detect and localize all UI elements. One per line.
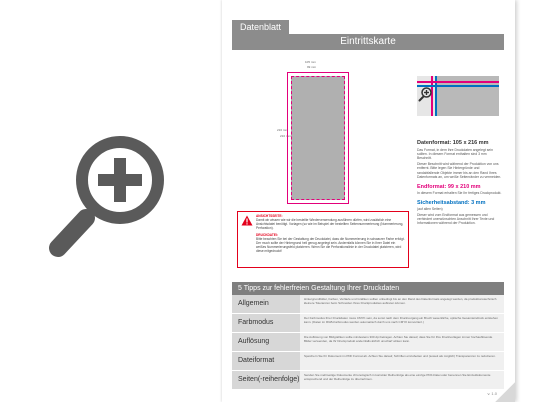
safety-margin-heading: Sicherheitsabstand: 3 mm xyxy=(417,199,486,206)
tip-text: Senden Sie mehrseitige Dokumente chronologisch in korrekter Reihenfolge als eine einzige PDF-Datei oder benennen Sie Einzeldokumente entsprechend und der Reihenfolge zu übernehmen. xyxy=(300,371,504,389)
final-format-frame xyxy=(291,76,345,200)
warning-text-1: Damit wir wissen wie wir die bestellte Wiederverwendung ausführen dürfen, wird zusätzlich eine Ansichtsdatei benötigt. Vorlagen (so wie im Beispiel der bestellten Seitennummerierung (Nummerierung, Perforation). xyxy=(256,218,404,231)
tip-label: Seiten(-reihenfolge) xyxy=(232,371,300,389)
tips-table xyxy=(232,295,504,390)
table-row xyxy=(232,314,504,333)
tip-text: Hintergrundbilder, Farben, Verläufe und Grafiken sollten unbedingt bis an den Rand des Datenformats angelegt werden, da produktionstechnisch kleinere Toleranzen beim Schneiden Ihres Druckproduktes auftreten können. xyxy=(300,295,504,313)
warning-text-2: Bitte beachten Sie bei der Gestaltung der Druckdatei, dass die Nummerierung in schwarzer Farbe erfolgt. Der much sollte der Hintergrund hell genug angelegt sein. Andernfalls können Sie in Ihrer Datei ein weißes Nummerierungsfeld platzieren. Wenn Sie die Perforationslinie in der Druckdatei platzieren, wird diese mitgedruckt! xyxy=(256,236,405,254)
datasheet-page xyxy=(222,0,515,402)
width-label: 105 mm xyxy=(305,60,316,64)
datasheet-tab: Datenblatt xyxy=(232,20,289,34)
tip-label: Farbmodus xyxy=(232,314,300,332)
ticket-diagram xyxy=(277,58,355,208)
page-number: v. 1.0 xyxy=(487,391,497,396)
table-row xyxy=(232,333,504,352)
tip-text: Der Farbmodus Ihrer Druckdaten muss CMYK sein, da sonst nach dem Druckvorgang ein Bruch wesentliche, optische Gesamteindruck entstehen kann. (Daten im RGB-Farbmodus werden automatisch durch uns nach CMYK konvertiert.) xyxy=(300,314,504,332)
safety-margin-subheading: (auf allen Seiten) xyxy=(417,207,443,212)
warning-icon xyxy=(241,215,253,226)
tip-label: Allgemein xyxy=(232,295,300,313)
zoom-in-icon xyxy=(418,86,432,102)
table-row xyxy=(232,295,504,314)
inner-height-label: 210 mm xyxy=(280,134,291,138)
warning-heading-2: DRUCKDATEI: xyxy=(256,232,278,237)
tip-text: Die Auflösung von Bildgrafiken sollte mindestens 300 dpi betragen. Achten Sie darauf, dass Sie für Ihre Druckvorlagen immer hochauflösende Bilder verwenden, da Ihr Druckprodukt andernfalls ätzlich unscharf wirken kann. xyxy=(300,333,504,351)
final-format-text: In diesem Format erhalten Sie Ihr fertiges Druckprodukt. xyxy=(417,191,502,196)
format-info xyxy=(417,136,502,227)
tip-label: Auflösung xyxy=(232,333,300,351)
table-row xyxy=(232,352,504,371)
final-format-heading: Endformat: 99 x 210 mm xyxy=(417,183,481,190)
tip-label: Dateiformat xyxy=(232,352,300,370)
data-format-heading: Datenformat: 105 x 216 mm xyxy=(417,140,489,146)
warning-box xyxy=(237,211,409,268)
page-title: Eintrittskarte xyxy=(232,34,504,50)
safety-margin-text: Dieser wird vom Endformat aus gemessen und verhindert unerwünschten Anschnitt Ihrer Texte und Informationen während der Produktion. xyxy=(417,212,495,226)
height-label: 216 mm xyxy=(277,128,288,132)
data-format-text: Das Format, in dem Ihre Druckdaten angelegt sein sollten. In diesem Format enthalten sind 3 mm Beschnitt. xyxy=(417,147,493,161)
inner-width-label: 99 mm xyxy=(307,65,317,69)
tip-text: Speichern Sie Ihr Dokument im PDF Format ab. Achten Sie darauf, Schriften einzubetten und (soweit als möglich) Transparenzen zu reduzieren. xyxy=(300,352,504,370)
table-row xyxy=(232,371,504,390)
warning-heading-1: ANSICHTSSEITE: xyxy=(256,214,283,218)
tips-heading: 5 Tipps zur fehlerfreien Gestaltung Ihrer Druckdaten xyxy=(232,282,504,295)
data-format-note: Dieser Beschnitt wird während der Produktion von uns entfernt. Bitte legen Sie Hintergründe und randabfallende Objekte immer bis an den Rand Ihres Datenformats an, um weiße Seitenränder zu vermeiden. xyxy=(417,161,502,180)
zoom-in-icon[interactable] xyxy=(48,128,166,258)
